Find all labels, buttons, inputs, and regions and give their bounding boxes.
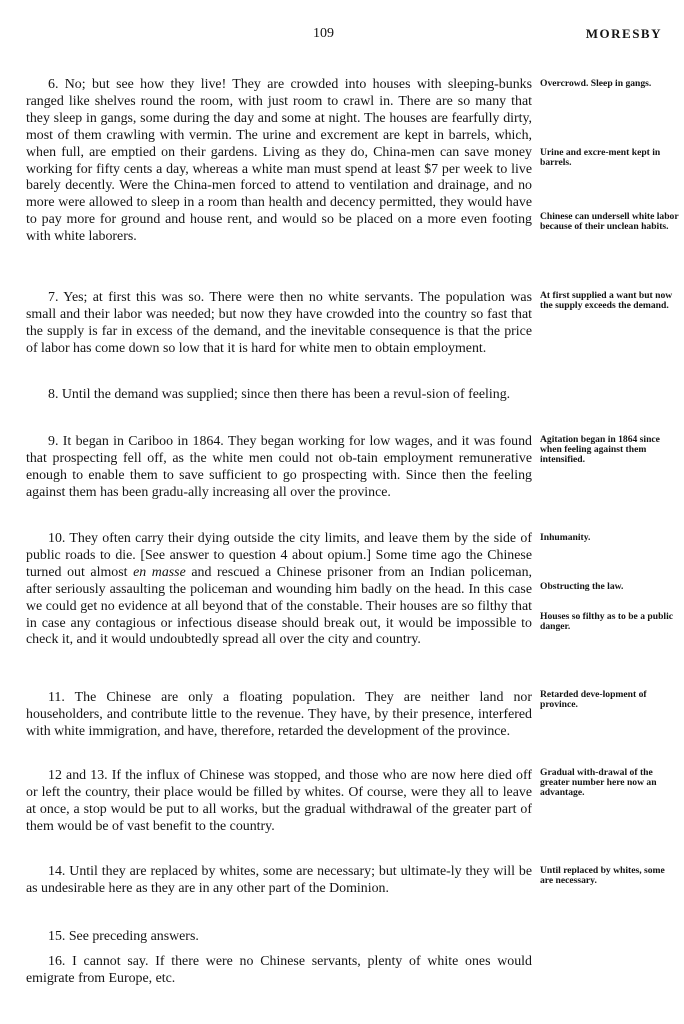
answer-11: 11. The Chinese are only a floating population. They are neither land nor householders, and contribute little to the revenue. They have, by their presence, interfered with white immigration, and have, therefore, retarded the development of the province. [26, 690, 532, 739]
answer-6: 6. No; but see how they live! They are crowded into houses with sleeping-bunks ranged like shelves round the room, with just room to crawl in. There are so many that they sleep in gangs, some during the day and some at night. The houses are fearfully dirty, most of them crawling with vermin. The urine and excrement are kept in barrels, which, when full, are emptied on their gardens. Living as they do, China-men can save money working for fifty cents a day, whereas a white man must spend at least $7 per week to live barely decently. Were the China-men forced to attend to ventilation and drainage, and no more were allowed to sleep in a room than health and decency permitted, they would have to pay more for ground and house rent, and would so be placed on a more even footing with white laborers. [26, 77, 532, 245]
margin-note: Obstructing the law. [540, 581, 624, 592]
answer-16: 16. I cannot say. If there were no Chinese servants, plenty of white ones would emigrate from Europe, etc. [26, 954, 532, 986]
answer-15: 15. See preceding answers. [48, 929, 199, 944]
running-title: MORESBY [585, 26, 662, 41]
margin-note: Retarded deve-lopment of province. [540, 689, 647, 710]
italic-phrase: en masse [133, 564, 186, 580]
answer-8: 8. Until the demand was supplied; since then there has been a revul-sion of feeling. [48, 387, 511, 402]
answer-12-13: 12 and 13. If the influx of Chinese was stopped, and those who are now here died off or left the country, their place would be filled by whites. Of course, were they all to leave at once, a stop would be put to all works, but the gradual withdrawal of the greater part of them would be of vast benefit to the country. [26, 768, 532, 834]
margin-note: Overcrowd. Sleep in gangs. [540, 78, 652, 89]
answer-14: 14. Until they are replaced by whites, some are necessary; but ultimate-ly they will be as undesirable here as they are in any other part of the Dominion. [26, 864, 532, 896]
margin-note: At first supplied a want but now the supply exceeds the demand. [540, 290, 673, 311]
answer-10: 10. They often carry their dying outside the city limits, and leave them by the side of public roads to die. [See answer to question 4 about opium.] Some time ago the Chinese turned out almost en masse and rescued a Chinese prisoner from an Indian policeman, after seriously assaulting the policeman and wounding him badly on the head. In this case we could get no evidence at all beyond that of the constable. Their houses are so filthy that in case any contagious or infectious disease should break out, it would be impossible to check it, and it would undoubtedly spread all over the city and country. [26, 531, 532, 648]
margin-note: Houses so filthy as to be a public danger. [540, 611, 674, 632]
page-number: 109 [313, 26, 334, 41]
margin-note: Inhumanity. [540, 532, 591, 543]
margin-note: Agitation began in 1864 since when feeling against them intensified. [540, 434, 660, 465]
margin-note: Gradual with-drawal of the greater number here now an advantage. [540, 767, 657, 798]
margin-note: Chinese can undersell white labor because of their unclean habits. [540, 211, 679, 232]
margin-note: Until replaced by whites, some are necessary. [540, 865, 665, 886]
page-header [0, 26, 684, 42]
answer-9: 9. It began in Cariboo in 1864. They began working for low wages, and it was found that prospecting fell off, as the white men could not ob-tain employment remunerative enough to enable them to save sufficient to go prospecting with. Since then the feeling against them has been gradu-ally increasing all over the province. [26, 434, 532, 500]
answer-7: 7. Yes; at first this was so. There were then no white servants. The population was small and their labor was needed; but now they have crowded into the country so fast that the supply is far in excess of the demand, and the inevitable consequence is that the price of labor has come down so low that it is hard for white men to obtain employment. [26, 290, 532, 356]
margin-note: Urine and excre-ment kept in barrels. [540, 147, 661, 168]
